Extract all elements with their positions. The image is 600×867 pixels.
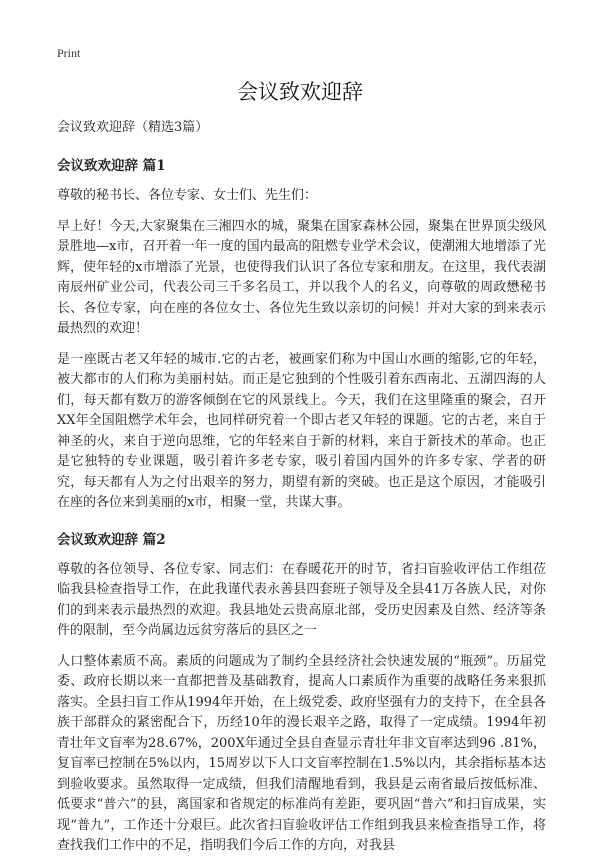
paragraph: 人口整体素质不高。素质的问题成为了制约全县经济社会快速发展的“瓶颈”。历届党委、政府长期以来一直都把普及基础教育，提高人口素质作为重要的战略任务来狠抓落实。全县扫盲工作从1994年开始，在上级党委、政府坚强有力的支持下，在全县各族干部群众的紧密配合下，历经10年的漫长艰辛之路，取得了一定成绩。1994年初青壮年文盲率为28.67%，200X年通过全县自查显示青壮年非文盲率达到96 .81%，复盲率已控制在5%以内，15周岁以下人口文盲率控制在1.5%以内，其余指标基本达到验收要求。虽然取得一定成绩，但我们清醒地看到，我县是云南省最后按低标准、低要求“普六”的县，离国家和省规定的标准尚有差距，要巩固“普六”和扫盲成果，实现“普九”，工作还十分艰巨。此次省扫盲验收评估工作组到我县来检查指导工作，将查找我们工作中的不足，指明我们今后工作的方向，对我县	[57, 653, 546, 853]
document-subtitle: 会议致欢迎辞（精选3篇）	[57, 120, 209, 135]
section-heading: 会议致欢迎辞 篇2	[57, 531, 166, 548]
section-1	[57, 156, 546, 514]
paragraph: 是一座既古老又年轻的城市.它的古老，被画家们称为中国山水画的缩影,它的年轻，被大都市的人们称为美丽村姑。而正是它独到的个性吸引着东西南北、五湖四海的人们，每天都有数万的游客倾倒在它的风景线上。今天，我们在这里隆重的聚会，召开XX年全国阻燃学术年会，也同样研究着一个即古老又年轻的课题。它的古老，来自于神圣的火，来自于逆向思维，它的年轻来自于新的材料，来自于新技术的革命。也正是它独特的专业课题，吸引着许多老专家，吸引着国内国外的许多专家、学者的研究，每天都有人为之付出艰辛的努力，期望有新的突破。也正是这个原因，才能吸引在座的各位来到美丽的x市，相聚一堂，共谋大事。	[57, 351, 546, 510]
paragraph: 尊敬的各位领导、各位专家、同志们：在春暖花开的时节，省扫盲验收评估工作组莅临我县检查指导工作，在此我谨代表永善县四套班子领导及全县41万各族人民，对你们的到来表示最热烈的欢迎。我县地处云贵高原北部，受历史因素及自然、经济等条件的限制，至今尚属边远贫穷落后的县区之一	[57, 561, 546, 638]
print-link[interactable]: Print	[57, 46, 81, 60]
document-body	[57, 118, 546, 867]
section-2	[57, 530, 546, 857]
section-heading: 会议致欢迎辞 篇1	[57, 158, 166, 174]
paragraph: 尊敬的秘书长、各位专家、女士们、先生们：	[57, 188, 318, 203]
document-title: 会议致欢迎辞	[237, 80, 363, 104]
paragraph: 早上好！今天,大家聚集在三湘四水的城，聚集在国家森林公园，聚集在世界顶尖级风景胜地—x市，召开着一年一度的国内最高的阻燃专业学术会议，使潮湘大地增添了光辉，使年轻的x市增添了光景，也使得我们认识了各位专家和朋友。在这里，我代表湖南辰州矿业公司，代表公司三千多名员工，并以我个人的名义，向尊敬的周政懋秘书长、各位专家，向在座的各位女士、各位先生致以亲切的问候！并对大家的到来表示最热烈的欢迎！	[57, 218, 546, 336]
